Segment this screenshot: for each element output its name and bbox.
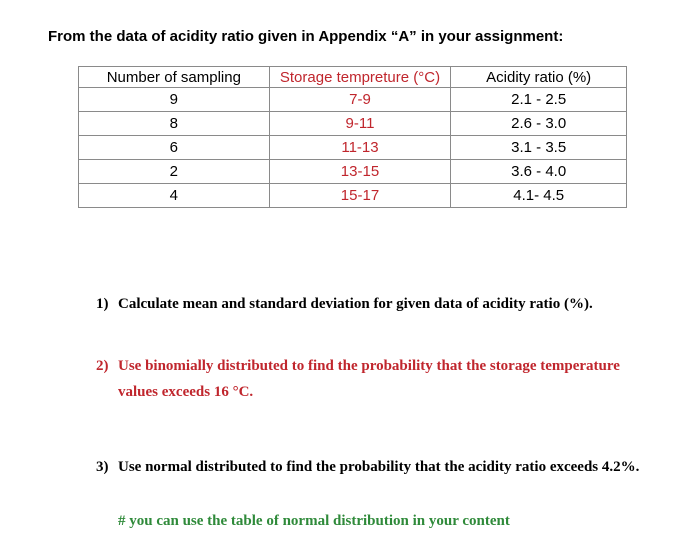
cell-acidity: 4.1- 4.5 [451, 184, 627, 208]
cell-acidity: 2.6 - 3.0 [451, 112, 627, 136]
question-3-text: Use normal distributed to find the probability that the acidity ratio exceeds 4.2%. [118, 459, 640, 475]
table-header-row [79, 67, 627, 88]
cell-acidity: 3.1 - 3.5 [451, 136, 627, 160]
question-2-number: 2) [96, 358, 109, 374]
cell-acidity: 2.1 - 2.5 [451, 88, 627, 112]
cell-temperature: 9-11 [269, 112, 451, 136]
cell-temperature: 7-9 [269, 88, 451, 112]
question-1-text: Calculate mean and standard deviation for given data of acidity ratio (%). [118, 296, 593, 312]
cell-sampling: 4 [79, 184, 270, 208]
table-row [79, 136, 627, 160]
table-row [79, 88, 627, 112]
table-row [79, 112, 627, 136]
cell-sampling: 8 [79, 112, 270, 136]
cell-sampling: 6 [79, 136, 270, 160]
cell-sampling: 9 [79, 88, 270, 112]
question-3 [96, 454, 656, 480]
question-2-text: Use binomially distributed to find the probability that the storage temperature values exceeds 16 °C. [118, 358, 620, 400]
header-storage-temperature: Storage tempreture (°C) [269, 67, 451, 88]
normal-table-note: # you can use the table of normal distribution in your content [118, 513, 510, 529]
header-number-of-sampling: Number of sampling [79, 67, 270, 88]
cell-temperature: 11-13 [269, 136, 451, 160]
table-row [79, 184, 627, 208]
cell-temperature: 13-15 [269, 160, 451, 184]
page-heading: From the data of acidity ratio given in Appendix “A” in your assignment: [48, 28, 564, 45]
question-1 [96, 291, 666, 317]
cell-acidity: 3.6 - 4.0 [451, 160, 627, 184]
acidity-data-table [78, 66, 627, 208]
question-2 [96, 353, 656, 405]
question-3-number: 3) [96, 459, 109, 475]
question-1-number: 1) [96, 296, 109, 312]
cell-temperature: 15-17 [269, 184, 451, 208]
table-row [79, 160, 627, 184]
header-acidity-ratio: Acidity ratio (%) [451, 67, 627, 88]
cell-sampling: 2 [79, 160, 270, 184]
